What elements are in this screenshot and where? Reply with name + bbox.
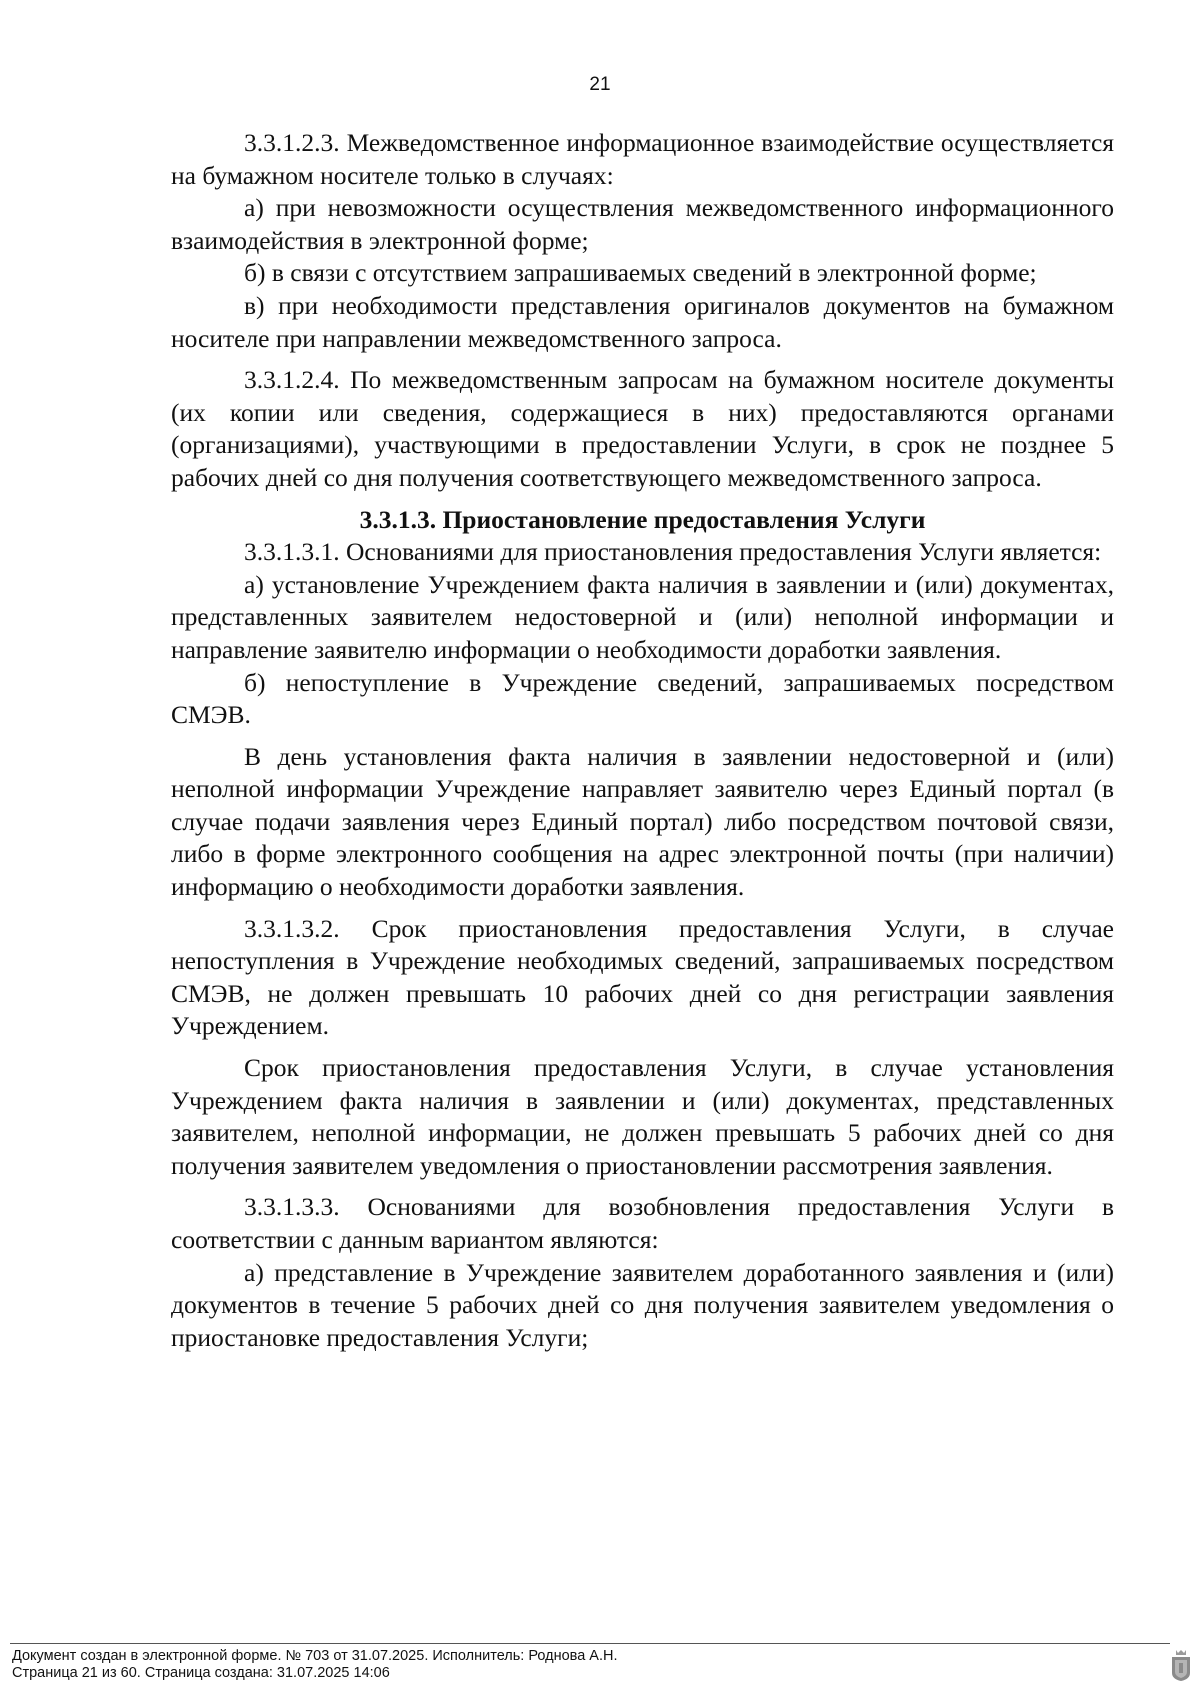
paragraph: 3.3.1.2.3. Межведомственное информационное взаимодействие осуществляется на бумажном носителе только в случаях: xyxy=(171,128,1114,190)
list-item-b: б) непоступление в Учреждение сведений, запрашиваемых посредством СМЭВ. xyxy=(171,667,1114,730)
paragraph: 3.3.1.2.4. По межведомственным запросам на бумажном носителе документы (их копии или сведения, содержащиеся в них) предоставляются органами (организациями), участвующими в предоставлении Услуги, в срок не позднее 5 рабочих дней со дня получения соответствующего межведомственного запроса. xyxy=(171,365,1114,492)
paragraph: В день установления факта наличия в заявлении недостоверной и (или) неполной информации Учреждение направляет заявителю через Единый портал (в случае подачи заявления через Единый портал) либо посредством почтовой связи, либо в форме электронного сообщения на адрес электронной почты (при наличии) информацию о необходимости доработки заявления. xyxy=(171,741,1114,902)
paragraph: 3.3.1.3.3. Основаниями для возобновления предоставления Услуги в соответствии с данным вариантом являются: xyxy=(171,1192,1114,1254)
footer-line-page-info: Страница 21 из 60. Страница создана: 31.07.2025 14:06 xyxy=(12,1665,390,1681)
list-item-v: в) при необходимости представления оригиналов документов на бумажном носителе при направлении межведомственного запроса. xyxy=(171,290,1114,353)
list-item-a: а) представление в Учреждение заявителем доработанного заявления и (или) документов в течение 5 рабочих дней со дня получения заявителем уведомления о приостановке предоставления Услуги; xyxy=(171,1257,1114,1352)
list-item-a: а) при невозможности осуществления межведомственного информационного взаимодействия в электронной форме; xyxy=(171,193,1114,255)
list-item-b: б) в связи с отсутствием запрашиваемых сведений в электронной форме; xyxy=(244,258,1037,288)
paragraph: 3.3.1.3.2. Срок приостановления предоставления Услуги, в случае непоступления в Учреждение необходимых сведений, запрашиваемых посредством СМЭВ, не должен превышать 10 рабочих дней со дня регистрации заявления Учреждением. xyxy=(171,913,1114,1041)
paragraph: Срок приостановления предоставления Услуги, в случае установления Учреждением факта наличия в заявлении и (или) документах, представленных заявителем, неполной информации, не должен превышать 5 рабочих дней со дня получения заявителем уведомления о приостановлении рассмотрения заявления. xyxy=(171,1053,1114,1180)
coat-of-arms-icon xyxy=(1170,1648,1192,1682)
footer xyxy=(12,1648,618,1682)
footer-divider xyxy=(10,1643,1170,1644)
footer-line-document-info: Документ создан в электронной форме. № 703 от 31.07.2025. Исполнитель: Роднова А.Н. xyxy=(12,1648,618,1664)
paragraph: 3.3.1.3.1. Основаниями для приостановления предоставления Услуги является: xyxy=(244,537,1102,567)
list-item-a: а) установление Учреждением факта наличия в заявлении и (или) документах, представленных заявителем недостоверной и (или) неполной информации и направление заявителю информации о необходимости доработки заявления. xyxy=(171,569,1114,664)
page-number: 21 xyxy=(589,74,611,95)
section-heading: 3.3.1.3. Приостановление предоставления Услуги xyxy=(359,504,926,534)
document-body xyxy=(171,127,1114,1354)
